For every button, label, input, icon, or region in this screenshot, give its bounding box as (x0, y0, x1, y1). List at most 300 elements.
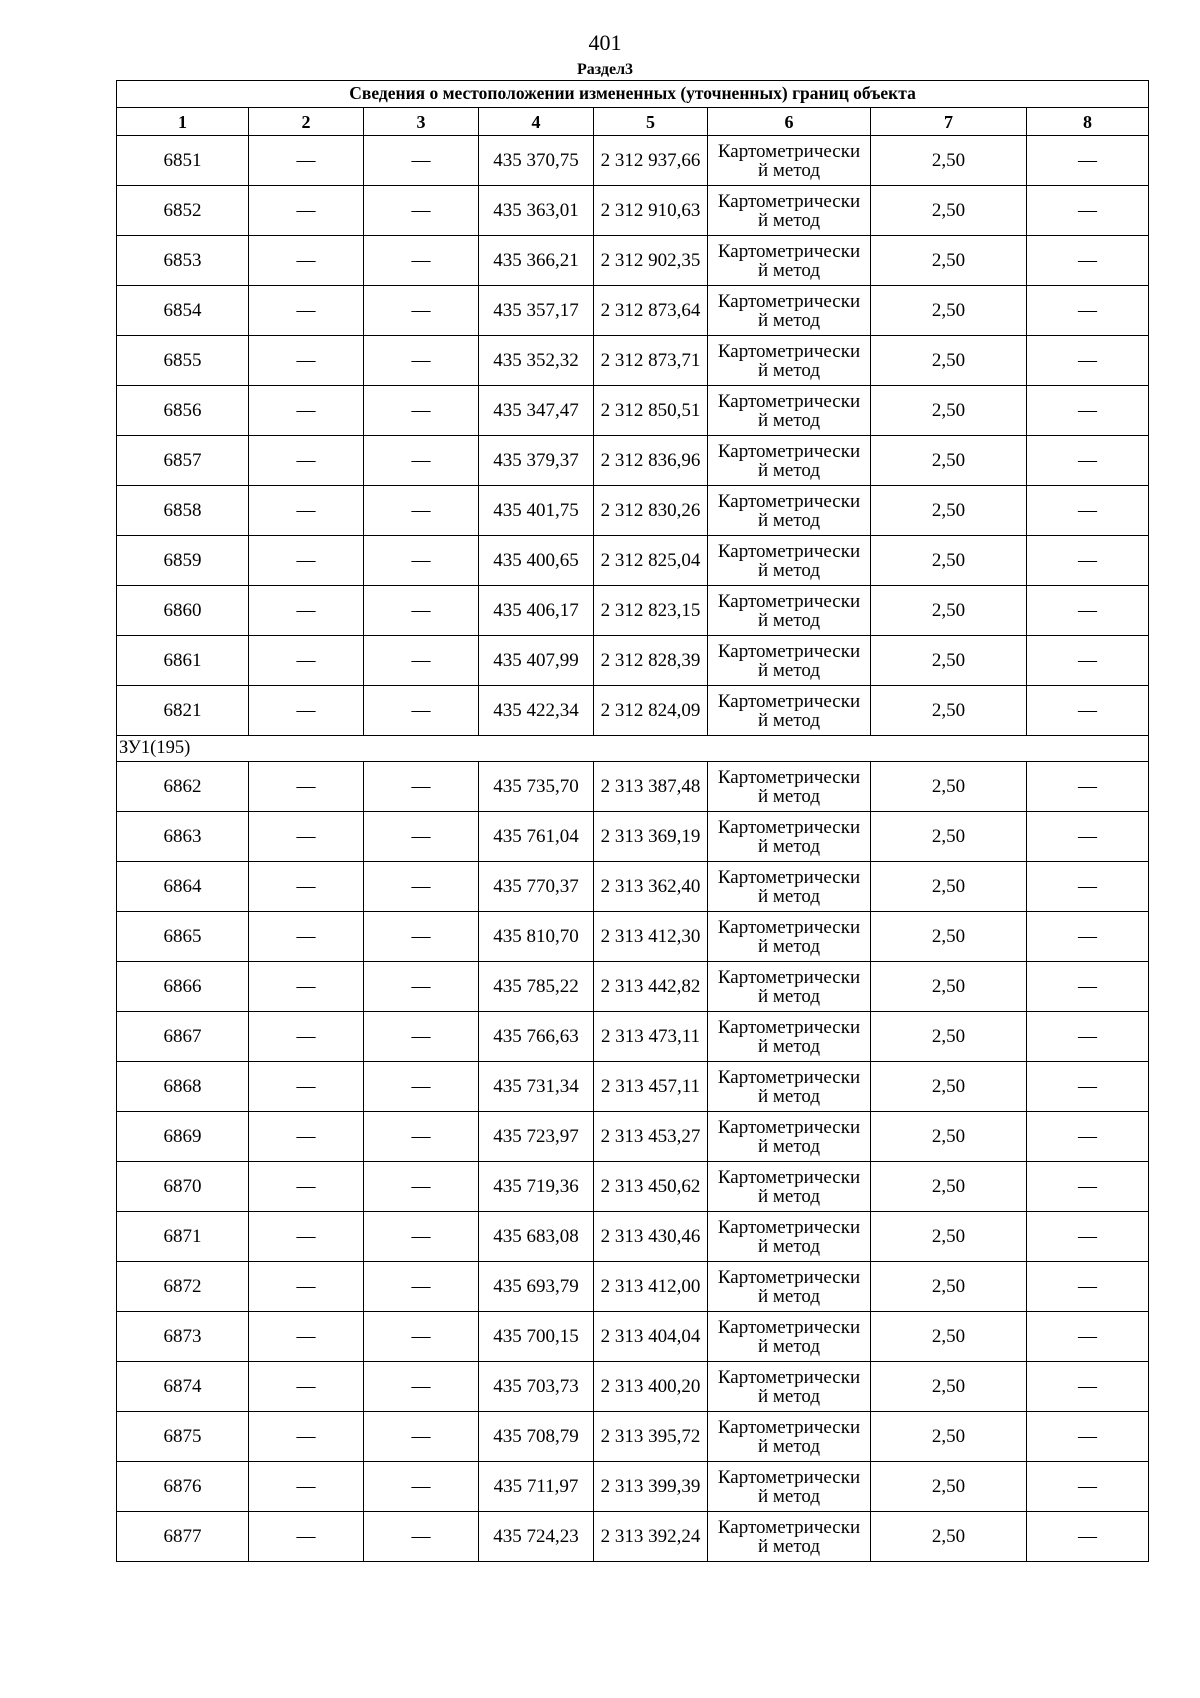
method-cell (708, 686, 871, 736)
method-text-line-2: й метод (757, 1285, 821, 1307)
cell-col-2: — (249, 812, 364, 862)
group-label: ЗУ1(195) (117, 736, 1149, 762)
method-cell (708, 1212, 871, 1262)
method-cell (708, 1462, 871, 1512)
coordinate-x: 435 406,17 (479, 586, 594, 636)
point-number: 6876 (117, 1462, 249, 1512)
coordinate-y: 2 312 825,04 (594, 536, 708, 586)
method-text-line-1: Картометрически (717, 966, 861, 988)
coordinate-x: 435 724,23 (479, 1512, 594, 1562)
cell-col-3: — (364, 386, 479, 436)
coordinate-x: 435 357,17 (479, 286, 594, 336)
cell-col-8: — (1027, 762, 1149, 812)
cell-col-8: — (1027, 636, 1149, 686)
point-number: 6852 (117, 186, 249, 236)
column-header: 2 (249, 108, 364, 136)
cell-col-8: — (1027, 586, 1149, 636)
accuracy-value: 2,50 (871, 636, 1027, 686)
cell-col-2: — (249, 912, 364, 962)
table-row (117, 1112, 1149, 1162)
cell-col-3: — (364, 1162, 479, 1212)
table-row (117, 1462, 1149, 1512)
cell-col-3: — (364, 436, 479, 486)
cell-col-2: — (249, 1462, 364, 1512)
point-number: 6865 (117, 912, 249, 962)
cell-col-8: — (1027, 1112, 1149, 1162)
table-row (117, 386, 1149, 436)
table-title-row (117, 81, 1149, 108)
point-number: 6857 (117, 436, 249, 486)
column-header: 3 (364, 108, 479, 136)
method-text-line-2: й метод (757, 785, 821, 807)
method-cell (708, 762, 871, 812)
table-row (117, 912, 1149, 962)
point-number: 6854 (117, 286, 249, 336)
column-header: 7 (871, 108, 1027, 136)
cell-col-8: — (1027, 1262, 1149, 1312)
point-number: 6858 (117, 486, 249, 536)
cell-col-8: — (1027, 436, 1149, 486)
point-number: 6871 (117, 1212, 249, 1262)
column-header: 1 (117, 108, 249, 136)
method-text-line-1: Картометрически (717, 916, 861, 938)
table-row (117, 536, 1149, 586)
column-header-row (117, 108, 1149, 136)
method-text-line-1: Картометрически (717, 766, 861, 788)
accuracy-value: 2,50 (871, 236, 1027, 286)
method-text-line-2: й метод (757, 1235, 821, 1257)
coordinate-x: 435 352,32 (479, 336, 594, 386)
accuracy-value: 2,50 (871, 1412, 1027, 1462)
cell-col-8: — (1027, 912, 1149, 962)
method-text-line-2: й метод (757, 1335, 821, 1357)
method-cell (708, 812, 871, 862)
coordinate-y: 2 312 828,39 (594, 636, 708, 686)
method-text-line-1: Картометрически (717, 1516, 861, 1538)
accuracy-value: 2,50 (871, 436, 1027, 486)
cell-col-3: — (364, 862, 479, 912)
accuracy-value: 2,50 (871, 336, 1027, 386)
point-number: 6853 (117, 236, 249, 286)
coordinate-x: 435 785,22 (479, 962, 594, 1012)
cell-col-3: — (364, 236, 479, 286)
point-number: 6874 (117, 1362, 249, 1412)
coordinate-y: 2 313 412,30 (594, 912, 708, 962)
cell-col-8: — (1027, 336, 1149, 386)
method-text-line-2: й метод (757, 559, 821, 581)
accuracy-value: 2,50 (871, 1212, 1027, 1262)
accuracy-value: 2,50 (871, 1362, 1027, 1412)
method-text-line-2: й метод (757, 1035, 821, 1057)
method-text-line-2: й метод (757, 359, 821, 381)
point-number: 6877 (117, 1512, 249, 1562)
cell-col-8: — (1027, 486, 1149, 536)
cell-col-8: — (1027, 862, 1149, 912)
method-cell (708, 912, 871, 962)
method-cell (708, 586, 871, 636)
coordinate-y: 2 312 937,66 (594, 136, 708, 186)
cell-col-8: — (1027, 1462, 1149, 1512)
cell-col-3: — (364, 1212, 479, 1262)
coordinate-y: 2 313 457,11 (594, 1062, 708, 1112)
cell-col-8: — (1027, 1062, 1149, 1112)
coordinate-x: 435 711,97 (479, 1462, 594, 1512)
point-number: 6867 (117, 1012, 249, 1062)
column-header: 5 (594, 108, 708, 136)
method-cell (708, 1362, 871, 1412)
method-text-line-1: Картометрически (717, 866, 861, 888)
method-text-line-2: й метод (757, 309, 821, 331)
coordinate-x: 435 708,79 (479, 1412, 594, 1462)
accuracy-value: 2,50 (871, 962, 1027, 1012)
cell-col-2: — (249, 1212, 364, 1262)
coordinate-x: 435 379,37 (479, 436, 594, 486)
cell-col-2: — (249, 1312, 364, 1362)
coordinate-x: 435 693,79 (479, 1262, 594, 1312)
point-number: 6863 (117, 812, 249, 862)
point-number: 6864 (117, 862, 249, 912)
coordinate-y: 2 312 836,96 (594, 436, 708, 486)
table-body (117, 81, 1149, 1562)
coordinate-x: 435 366,21 (479, 236, 594, 286)
cell-col-3: — (364, 762, 479, 812)
coordinate-x: 435 770,37 (479, 862, 594, 912)
method-text-line-1: Картометрически (717, 1216, 861, 1238)
coordinate-x: 435 719,36 (479, 1162, 594, 1212)
section-label: Раздел3 (576, 61, 634, 78)
cell-col-3: — (364, 586, 479, 636)
coordinate-y: 2 312 910,63 (594, 186, 708, 236)
method-cell (708, 1312, 871, 1362)
cell-col-8: — (1027, 1312, 1149, 1362)
coordinates-table (116, 80, 1149, 1562)
method-text-line-2: й метод (757, 459, 821, 481)
cell-col-8: — (1027, 186, 1149, 236)
cell-col-3: — (364, 812, 479, 862)
column-header: 6 (708, 108, 871, 136)
method-text-line-1: Картометрически (717, 1416, 861, 1438)
method-text-line-1: Картометрически (717, 140, 861, 162)
point-number: 6859 (117, 536, 249, 586)
method-text-line-2: й метод (757, 1535, 821, 1557)
method-text-line-2: й метод (757, 935, 821, 957)
method-cell (708, 286, 871, 336)
method-text-line-1: Картометрически (717, 540, 861, 562)
method-text-line-1: Картометрически (717, 1166, 861, 1188)
method-cell (708, 236, 871, 286)
method-text-line-1: Картометрически (717, 190, 861, 212)
accuracy-value: 2,50 (871, 862, 1027, 912)
cell-col-2: — (249, 1162, 364, 1212)
cell-col-8: — (1027, 686, 1149, 736)
coordinate-y: 2 313 400,20 (594, 1362, 708, 1412)
method-text-line-2: й метод (757, 509, 821, 531)
cell-col-2: — (249, 862, 364, 912)
method-cell (708, 486, 871, 536)
method-text-line-2: й метод (757, 209, 821, 231)
point-number: 6868 (117, 1062, 249, 1112)
accuracy-value: 2,50 (871, 1512, 1027, 1562)
method-cell (708, 636, 871, 686)
coordinate-x: 435 766,63 (479, 1012, 594, 1062)
cell-col-2: — (249, 1512, 364, 1562)
accuracy-value: 2,50 (871, 186, 1027, 236)
cell-col-8: — (1027, 1362, 1149, 1412)
group-row (117, 736, 1149, 762)
point-number: 6860 (117, 586, 249, 636)
coordinate-y: 2 313 369,19 (594, 812, 708, 862)
coordinate-y: 2 312 873,71 (594, 336, 708, 386)
table-row (117, 1512, 1149, 1562)
method-text-line-1: Картометрически (717, 816, 861, 838)
cell-col-8: — (1027, 1412, 1149, 1462)
method-text-line-2: й метод (757, 659, 821, 681)
method-text-line-2: й метод (757, 885, 821, 907)
coordinate-y: 2 312 902,35 (594, 236, 708, 286)
accuracy-value: 2,50 (871, 136, 1027, 186)
table-row (117, 486, 1149, 536)
coordinate-x: 435 370,75 (479, 136, 594, 186)
cell-col-2: — (249, 1412, 364, 1462)
column-header: 4 (479, 108, 594, 136)
cell-col-8: — (1027, 1512, 1149, 1562)
table-row (117, 1062, 1149, 1112)
method-text-line-1: Картометрически (717, 390, 861, 412)
cell-col-3: — (364, 186, 479, 236)
coordinate-y: 2 313 450,62 (594, 1162, 708, 1212)
cell-col-3: — (364, 1512, 479, 1562)
cell-col-3: — (364, 286, 479, 336)
method-cell (708, 1412, 871, 1462)
coordinate-y: 2 312 873,64 (594, 286, 708, 336)
table-row (117, 762, 1149, 812)
method-cell (708, 1112, 871, 1162)
coordinate-y: 2 313 392,24 (594, 1512, 708, 1562)
method-text-line-1: Картометрически (717, 490, 861, 512)
table-row (117, 336, 1149, 386)
cell-col-2: — (249, 386, 364, 436)
cell-col-2: — (249, 486, 364, 536)
cell-col-2: — (249, 586, 364, 636)
method-text-line-1: Картометрически (717, 1116, 861, 1138)
coordinate-x: 435 683,08 (479, 1212, 594, 1262)
cell-col-2: — (249, 686, 364, 736)
table-row (117, 862, 1149, 912)
point-number: 6866 (117, 962, 249, 1012)
accuracy-value: 2,50 (871, 1312, 1027, 1362)
accuracy-value: 2,50 (871, 762, 1027, 812)
accuracy-value: 2,50 (871, 286, 1027, 336)
method-text-line-2: й метод (757, 709, 821, 731)
method-cell (708, 962, 871, 1012)
method-text-line-2: й метод (757, 259, 821, 281)
page-number: 401 (588, 30, 622, 55)
cell-col-2: — (249, 236, 364, 286)
method-text-line-1: Картометрически (717, 1366, 861, 1388)
coordinate-y: 2 313 453,27 (594, 1112, 708, 1162)
coordinate-y: 2 313 362,40 (594, 862, 708, 912)
accuracy-value: 2,50 (871, 1062, 1027, 1112)
cell-col-3: — (364, 1412, 479, 1462)
method-text-line-2: й метод (757, 1385, 821, 1407)
table-row (117, 236, 1149, 286)
table-row (117, 586, 1149, 636)
coordinate-y: 2 313 399,39 (594, 1462, 708, 1512)
cell-col-8: — (1027, 286, 1149, 336)
accuracy-value: 2,50 (871, 1112, 1027, 1162)
accuracy-value: 2,50 (871, 536, 1027, 586)
method-cell (708, 1512, 871, 1562)
coordinate-x: 435 703,73 (479, 1362, 594, 1412)
method-cell (708, 336, 871, 386)
coordinate-y: 2 312 823,15 (594, 586, 708, 636)
coordinate-y: 2 312 824,09 (594, 686, 708, 736)
method-text-line-1: Картометрически (717, 240, 861, 262)
cell-col-3: — (364, 636, 479, 686)
method-text-line-1: Картометрически (717, 590, 861, 612)
method-text-line-2: й метод (757, 609, 821, 631)
accuracy-value: 2,50 (871, 586, 1027, 636)
method-text-line-1: Картометрически (717, 1316, 861, 1338)
point-number: 6856 (117, 386, 249, 436)
accuracy-value: 2,50 (871, 912, 1027, 962)
point-number: 6872 (117, 1262, 249, 1312)
method-text-line-1: Картометрически (717, 1016, 861, 1038)
method-text-line-2: й метод (757, 1185, 821, 1207)
column-header: 8 (1027, 108, 1149, 136)
coordinate-x: 435 723,97 (479, 1112, 594, 1162)
table-row (117, 1412, 1149, 1462)
accuracy-value: 2,50 (871, 686, 1027, 736)
table-row (117, 636, 1149, 686)
method-text-line-1: Картометрически (717, 340, 861, 362)
cell-col-3: — (364, 1112, 479, 1162)
cell-col-2: — (249, 636, 364, 686)
cell-col-8: — (1027, 1212, 1149, 1262)
table-row (117, 186, 1149, 236)
method-text-line-2: й метод (757, 1085, 821, 1107)
coordinate-x: 435 810,70 (479, 912, 594, 962)
cell-col-3: — (364, 962, 479, 1012)
method-text-line-1: Картометрически (717, 690, 861, 712)
cell-col-2: — (249, 1362, 364, 1412)
point-number: 6851 (117, 136, 249, 186)
cell-col-2: — (249, 762, 364, 812)
coordinate-x: 435 407,99 (479, 636, 594, 686)
table-row (117, 1012, 1149, 1062)
cell-col-8: — (1027, 236, 1149, 286)
method-text-line-2: й метод (757, 159, 821, 181)
accuracy-value: 2,50 (871, 812, 1027, 862)
method-text-line-1: Картометрически (717, 1466, 861, 1488)
accuracy-value: 2,50 (871, 1262, 1027, 1312)
coordinate-x: 435 401,75 (479, 486, 594, 536)
cell-col-2: — (249, 1062, 364, 1112)
cell-col-8: — (1027, 536, 1149, 586)
method-cell (708, 186, 871, 236)
cell-col-8: — (1027, 1012, 1149, 1062)
table-row (117, 286, 1149, 336)
cell-col-8: — (1027, 386, 1149, 436)
method-text-line-1: Картометрически (717, 640, 861, 662)
method-text-line-2: й метод (757, 1135, 821, 1157)
coordinate-x: 435 735,70 (479, 762, 594, 812)
point-number: 6862 (117, 762, 249, 812)
cell-col-2: — (249, 136, 364, 186)
method-cell (708, 136, 871, 186)
point-number: 6821 (117, 686, 249, 736)
method-cell (708, 436, 871, 486)
table-title: Сведения о местоположении измененных (уточненных) границ объекта (117, 81, 1149, 108)
coordinate-y: 2 313 404,04 (594, 1312, 708, 1362)
table-row (117, 962, 1149, 1012)
cell-col-2: — (249, 286, 364, 336)
table-row (117, 436, 1149, 486)
method-cell (708, 1012, 871, 1062)
method-cell (708, 536, 871, 586)
table-row (117, 1312, 1149, 1362)
accuracy-value: 2,50 (871, 386, 1027, 436)
accuracy-value: 2,50 (871, 1462, 1027, 1512)
cell-col-3: — (364, 1362, 479, 1412)
table-row (117, 1262, 1149, 1312)
point-number: 6861 (117, 636, 249, 686)
cell-col-2: — (249, 336, 364, 386)
method-text-line-2: й метод (757, 409, 821, 431)
method-text-line-1: Картометрически (717, 1066, 861, 1088)
coordinate-y: 2 313 412,00 (594, 1262, 708, 1312)
method-text-line-2: й метод (757, 835, 821, 857)
method-text-line-1: Картометрически (717, 1266, 861, 1288)
coordinate-x: 435 700,15 (479, 1312, 594, 1362)
coordinate-y: 2 313 473,11 (594, 1012, 708, 1062)
method-cell (708, 1262, 871, 1312)
cell-col-3: — (364, 536, 479, 586)
method-cell (708, 386, 871, 436)
accuracy-value: 2,50 (871, 486, 1027, 536)
table-row (117, 136, 1149, 186)
coordinate-y: 2 313 395,72 (594, 1412, 708, 1462)
cell-col-3: — (364, 1062, 479, 1112)
table-row (117, 1362, 1149, 1412)
point-number: 6869 (117, 1112, 249, 1162)
cell-col-3: — (364, 486, 479, 536)
cell-col-2: — (249, 536, 364, 586)
cell-col-3: — (364, 686, 479, 736)
point-number: 6873 (117, 1312, 249, 1362)
coordinate-y: 2 312 850,51 (594, 386, 708, 436)
method-cell (708, 1062, 871, 1112)
cell-col-3: — (364, 336, 479, 386)
cell-col-2: — (249, 1012, 364, 1062)
cell-col-8: — (1027, 962, 1149, 1012)
cell-col-8: — (1027, 812, 1149, 862)
method-text-line-2: й метод (757, 985, 821, 1007)
coordinate-x: 435 400,65 (479, 536, 594, 586)
method-text-line-1: Картометрически (717, 440, 861, 462)
coordinate-y: 2 313 430,46 (594, 1212, 708, 1262)
cell-col-3: — (364, 1012, 479, 1062)
coordinate-x: 435 347,47 (479, 386, 594, 436)
point-number: 6870 (117, 1162, 249, 1212)
method-cell (708, 1162, 871, 1212)
cell-col-3: — (364, 136, 479, 186)
cell-col-2: — (249, 1262, 364, 1312)
coordinate-y: 2 313 442,82 (594, 962, 708, 1012)
method-text-line-2: й метод (757, 1435, 821, 1457)
cell-col-8: — (1027, 1162, 1149, 1212)
method-text-line-1: Картометрически (717, 290, 861, 312)
